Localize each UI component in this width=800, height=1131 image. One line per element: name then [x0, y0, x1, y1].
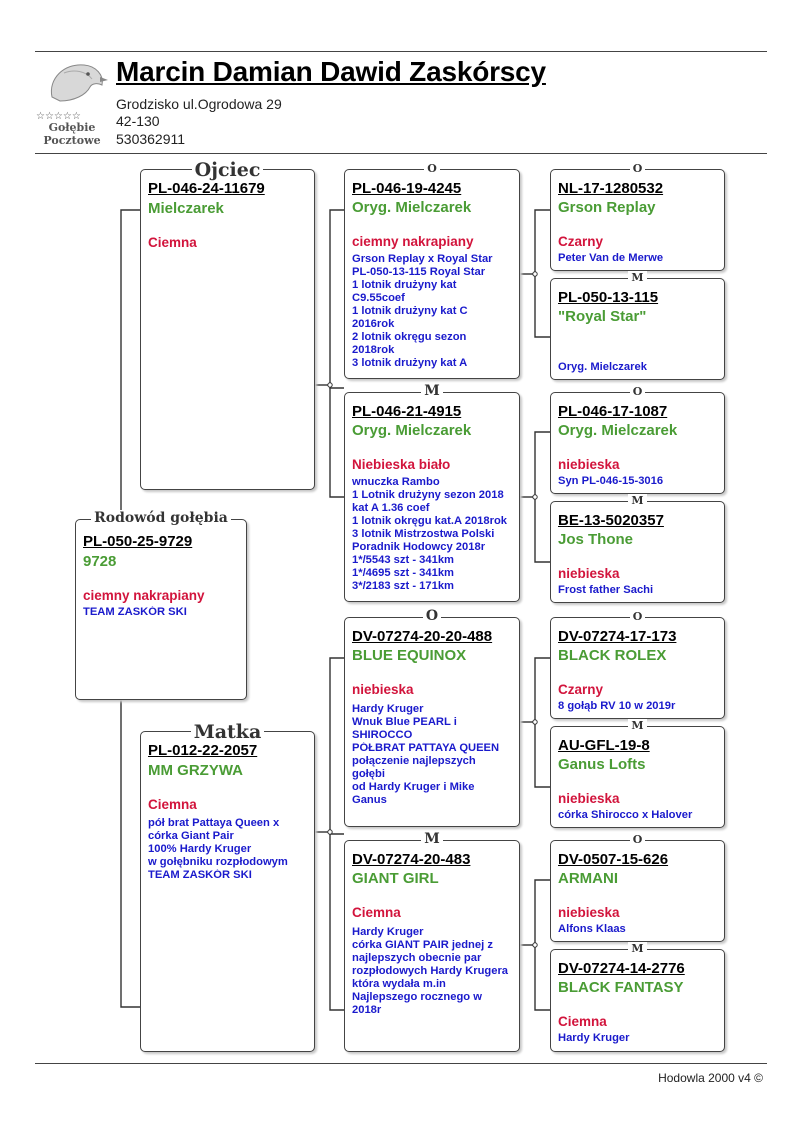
pigeon-name: GIANT GIRL: [352, 870, 439, 887]
ggp-card-mff[interactable]: [550, 610, 725, 719]
card-label: M: [345, 830, 519, 850]
paternal-grandfather-card[interactable]: [344, 162, 520, 379]
card-label: O: [551, 382, 724, 402]
pigeon-name: Grson Replay: [558, 199, 656, 216]
logo-text-1: Gołębie: [48, 121, 96, 134]
ring-number: DV-07274-20-20-488: [352, 628, 493, 645]
owner-name: Marcin Damian Dawid Zaskórscy: [116, 56, 546, 87]
card-label: Matka: [141, 721, 314, 741]
ggp-card-mmm[interactable]: [550, 942, 725, 1052]
ggp-card-mfm[interactable]: [550, 719, 725, 828]
owner-address: Grodzisko ul.Ogrodowa 29: [116, 96, 282, 112]
ring-number: PL-050-13-115: [558, 289, 659, 306]
pigeon-color: niebieska: [558, 566, 620, 581]
pigeon-color: ciemny nakrapiany: [83, 588, 205, 603]
pigeon-notes: wnuczka Rambo 1 Lotnik drużyny sezon 2018 kat A 1.36 coef 1 lotnik okręgu kat.A 2018rok 3 lotnik Mistrzostwa Polski Poradnik Hodowcy 2018r 1*/5543 szt - 341km 1*/4695 szt - 341km 3*/2183 szt - 171km: [352, 476, 508, 592]
card-label: M: [551, 716, 724, 736]
ggp-card-fmf[interactable]: [550, 385, 725, 494]
pigeon-name: Oryg. Mielczarek: [352, 422, 472, 439]
ring-number: PL-012-22-2057: [148, 742, 258, 759]
card-label: M: [345, 382, 519, 402]
ring-number: DV-07274-17-173: [558, 628, 677, 645]
card-label: Rodowód gołębia: [76, 509, 246, 529]
pigeon-color: niebieska: [558, 791, 620, 806]
card-label: M: [551, 939, 724, 959]
card-label: M: [551, 491, 724, 511]
pigeon-color: ciemny nakrapiany: [352, 234, 474, 249]
pigeon-name: Mielczarek: [148, 200, 224, 217]
ring-number: DV-07274-20-483: [352, 851, 471, 868]
pigeon-notes: Syn PL-046-15-3016: [558, 475, 664, 487]
logo-text-2: Pocztowe: [43, 134, 101, 147]
pigeon-notes: TEAM ZASKÓR SKI: [83, 606, 187, 618]
pigeon-notes: Alfons Klaas: [558, 923, 626, 935]
ggp-card-fff[interactable]: [550, 162, 725, 271]
pigeon-notes: Grson Replay x Royal Star PL-050-13-115 Royal Star 1 lotnik drużyny kat C9.55coef 1 lotnik drużyny kat C 2016rok 2 lotnik okręgu sezon 2018rok 3 lotnik drużyny kat A: [352, 253, 493, 369]
logo-stars: ☆☆☆☆☆: [36, 111, 81, 122]
pigeon-name: "Royal Star": [558, 308, 647, 325]
pigeon-color: Niebieska biało: [352, 457, 451, 472]
pigeon-name: Jos Thone: [558, 531, 634, 548]
mother-card[interactable]: [140, 721, 315, 1052]
ring-number: PL-046-21-4915: [352, 403, 462, 420]
pigeon-color: niebieska: [558, 905, 620, 920]
paternal-grandmother-card[interactable]: [344, 383, 520, 602]
pigeon-notes: 8 gołąb RV 10 w 2019r: [558, 700, 676, 712]
footer-credit: Hodowla 2000 v4 ©: [658, 1071, 763, 1085]
pigeon-color: Czarny: [558, 682, 604, 697]
pigeon-color: Ciemna: [148, 797, 197, 812]
card-label: O: [345, 159, 519, 179]
card-label: O: [345, 607, 519, 627]
pigeon-name: BLUE EQUINOX: [352, 647, 467, 664]
ring-number: PL-046-24-11679: [148, 180, 265, 197]
card-label: Ojciec: [141, 159, 314, 179]
subject-pigeon-card[interactable]: [75, 510, 247, 700]
pigeon-name: Oryg. Mielczarek: [352, 199, 472, 216]
pigeon-notes: Peter Van de Merwe: [558, 252, 664, 264]
owner-phone: 530362911: [116, 131, 186, 147]
pigeon-notes: Hardy Kruger: [558, 1032, 630, 1044]
card-label: M: [551, 268, 724, 288]
pigeon-notes: córka Shirocco x Halover: [558, 809, 693, 821]
father-card[interactable]: [140, 159, 315, 490]
pigeon-name: ARMANI: [558, 870, 618, 887]
pigeon-name: Oryg. Mielczarek: [558, 422, 678, 439]
pigeon-name: BLACK ROLEX: [558, 647, 667, 664]
pigeon-name: Ganus Lofts: [558, 756, 646, 773]
ring-number: PL-046-19-4245: [352, 180, 462, 197]
ring-number: PL-046-17-1087: [558, 403, 668, 420]
footer-rule: [35, 1063, 767, 1064]
ggp-card-ffm[interactable]: [550, 271, 725, 380]
maternal-grandmother-card[interactable]: [344, 831, 520, 1052]
ring-number: NL-17-1280532: [558, 180, 664, 197]
ring-number: PL-050-25-9729: [83, 533, 193, 550]
ggp-card-fmm[interactable]: [550, 494, 725, 603]
card-label: O: [551, 607, 724, 627]
pigeon-color: Ciemna: [148, 235, 197, 250]
pigeon-color: niebieska: [352, 682, 414, 697]
pigeon-color: Czarny: [558, 234, 604, 249]
ring-number: BE-13-5020357: [558, 512, 664, 529]
pigeon-name: MM GRZYWA: [148, 762, 243, 779]
card-label: O: [551, 159, 724, 179]
ring-number: DV-07274-14-2776: [558, 960, 685, 977]
ggp-card-mmf[interactable]: [550, 833, 725, 942]
pigeon-color: Ciemna: [352, 905, 401, 920]
pigeon-color: niebieska: [558, 457, 620, 472]
pigeon-name: BLACK FANTASY: [558, 979, 684, 996]
pigeon-notes: Oryg. Mielczarek: [558, 361, 647, 373]
ring-number: AU-GFL-19-8: [558, 737, 650, 754]
pigeon-notes: Hardy Kruger córka GIANT PAIR jednej z najlepszych obecnie par rozpłodowych Hardy Krugera która wydała m.in Najlepszego rocznego w 2018r: [352, 926, 509, 1016]
pigeon-notes: Frost father Sachi: [558, 584, 654, 596]
pigeon-notes: Hardy Kruger Wnuk Blue PEARL i SHIROCCO PÓŁBRAT PATTAYA QUEEN połączenie najlepszych gołębi od Hardy Kruger i Mike Ganus: [352, 703, 500, 806]
owner-postal-code: 42-130: [116, 113, 160, 129]
ring-number: DV-0507-15-626: [558, 851, 669, 868]
pigeon-name: 9728: [83, 553, 117, 570]
card-label: O: [551, 830, 724, 850]
pigeon-color: Ciemna: [558, 1014, 607, 1029]
pigeon-notes: pół brat Pattaya Queen x córka Giant Pair 100% Hardy Kruger w gołębniku rozpłodowym TEAM ZASKÓR SKI: [148, 817, 288, 881]
maternal-grandfather-card[interactable]: [344, 608, 520, 827]
